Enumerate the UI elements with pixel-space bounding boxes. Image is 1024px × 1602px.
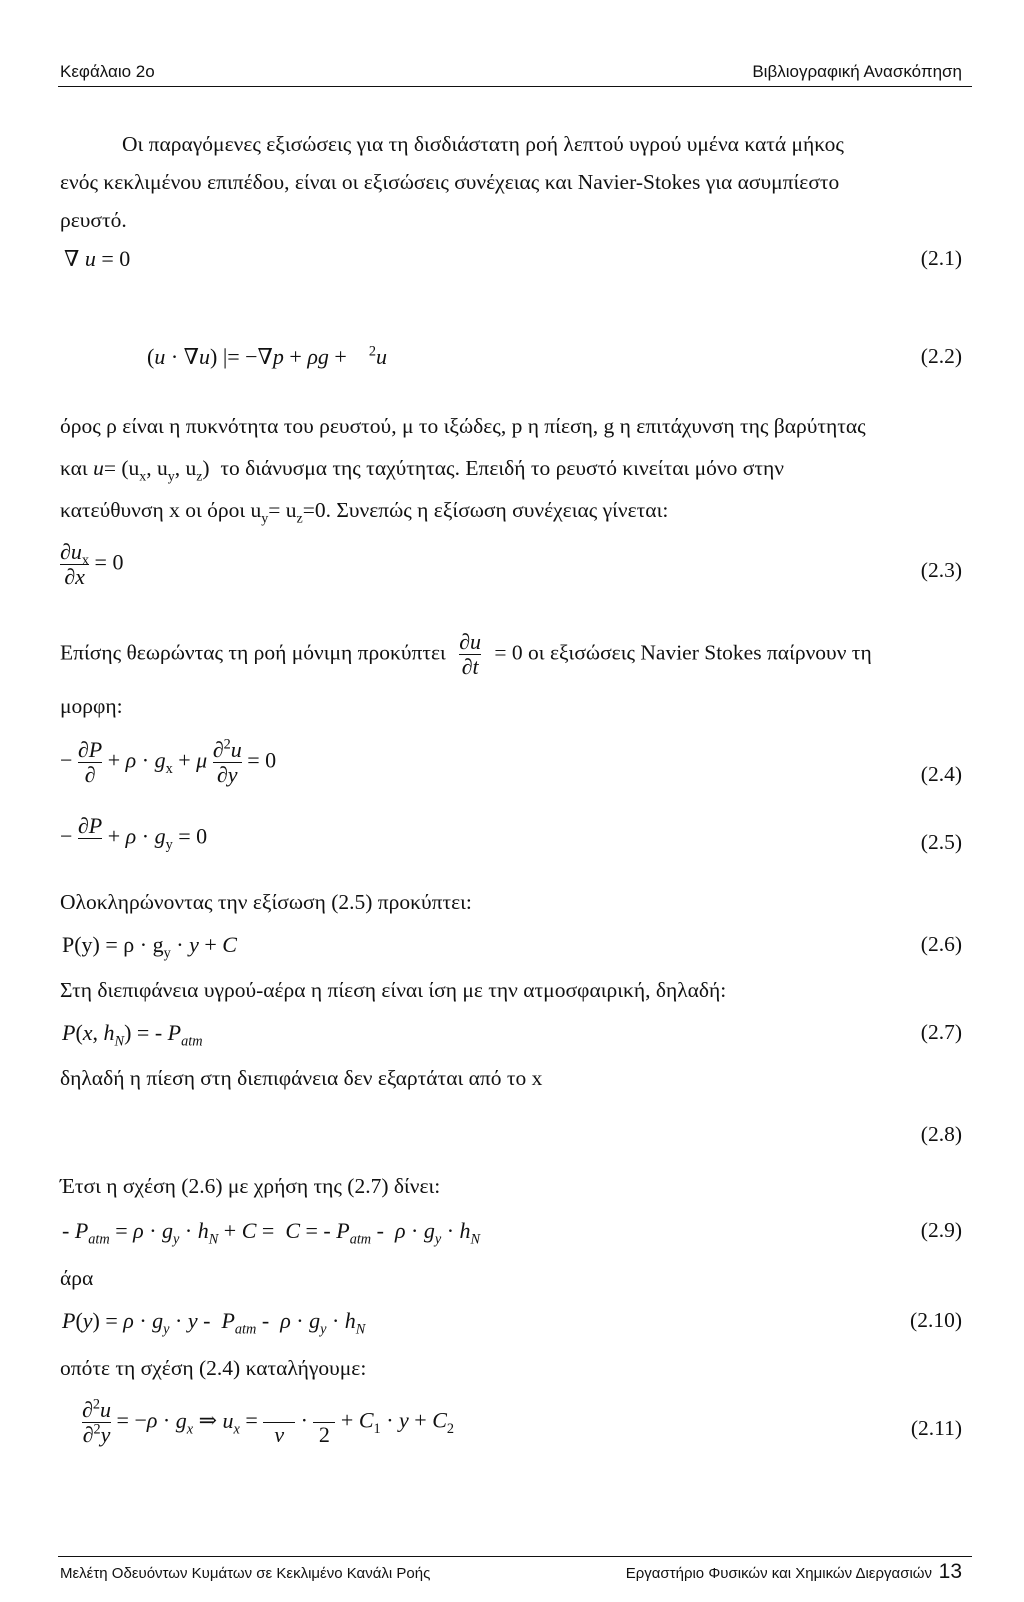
equation-2-1: ∇ u = 0 xyxy=(64,246,131,271)
intro-line-2: ενός κεκλιμένου επιπέδου, είναι οι εξισώσεις συνέχειας και Navier-Stokes για ασυμπίεστο xyxy=(60,170,840,194)
page-number: 13 xyxy=(938,1560,962,1583)
equation-2-2: (u · ∇u) |= −∇p + ρg + $^2$u xyxy=(147,343,387,369)
equation-number-2-1: (2.1) xyxy=(920,246,962,270)
equation-2-6: $P(y) = \rho \cdot g_y \cdot y + C$ xyxy=(62,932,237,962)
interface-line: Στη διεπιφάνεια υγρού-αέρα η πίεση είναι ίση με την ατμοσφαιρική, δηλαδή: xyxy=(60,978,727,1002)
footer-title: Μελέτη Οδευόντων Κυμάτων σε Κεκλιμένο Κανάλι Ροής xyxy=(60,1565,431,1582)
where-line-3-end: . Συνεπώς η εξίσωση συνέχειας γίνεται: xyxy=(325,498,669,522)
equation-number-2-7: (2.7) xyxy=(920,1020,962,1044)
equation-number-2-8: (2.8) xyxy=(920,1122,962,1146)
where-line-2-and: και xyxy=(60,456,88,480)
steady-flow-text-a: Επίσης θεωρώντας τη ροή μόνιμη προκύπτει xyxy=(60,640,446,665)
so-line: οπότε τη σχέση (2.4) καταλήγουμε: xyxy=(60,1356,367,1380)
footer-lab: Εργαστήριο Φυσικών και Χημικών Διεργασιών xyxy=(625,1565,932,1582)
header-chapter: Κεφάλαιο 2ο xyxy=(60,62,155,81)
where-line-2: και $u= (u_x$, $u_y$, $u_z$) το διάνυσμα της ταχύτητας. Επειδή το ρευστό κινείται μόνο στην xyxy=(60,456,784,485)
equation-2-10: $P(y) = \rho \cdot g_y \cdot y - P_{atm} - \rho \cdot g_y \cdot h_N$ xyxy=(62,1308,366,1338)
equation-number-2-2: (2.2) xyxy=(920,344,962,368)
equation-number-2-10: (2.10) xyxy=(910,1308,962,1332)
equation-number-2-11: (2.11) xyxy=(910,1416,962,1440)
equation-number-2-5: (2.5) xyxy=(920,830,962,854)
thus-line: Έτσι η σχέση (2.6) με χρήση της (2.7) δίνει: xyxy=(60,1174,441,1198)
equation-2-9: - $P_{atm} = \rho \cdot g_y \cdot h_N + C = C$ = - $P_{atm} - \rho \cdot g_y \cdot h_N$ xyxy=(62,1218,481,1248)
intro-line-3: ρευστό. xyxy=(60,208,127,232)
equation-2-4: − $\frac{\partial P}{\partial}$ + $\rho \cdot g_x + \mu$ $\frac{\partial^2u}{\partial y}$ = 0 xyxy=(60,736,277,787)
hence-line: άρα xyxy=(60,1266,94,1290)
footer-rule xyxy=(58,1556,972,1557)
where-line-2-vector: = (u xyxy=(103,456,140,480)
equation-2-7: P(x, $h_N$) = - $P_{atm}$ xyxy=(62,1020,203,1050)
header-rule xyxy=(58,86,972,87)
equation-number-2-3: (2.3) xyxy=(920,558,962,582)
equation-number-2-4: (2.4) xyxy=(920,762,962,786)
where-line-1: όρος ρ είναι η πυκνότητα του ρευστού, μ το ιξώδες, p η πίεση, g η επιτάχυνση της βαρύτητας xyxy=(60,414,866,438)
equation-2-11: $\frac{\partial^2u}{\partial^2y}$ = $-\rho \cdot g_x$ ⇒ $u_x$ = ν · 2 + $C_1 \cdot y + C_2$ xyxy=(82,1396,455,1447)
where-line-3: κατεύθυνση x οι όροι $u_y= u_z=0$. Συνεπώς η εξίσωση συνέχειας γίνεται: xyxy=(60,498,669,527)
equation-number-2-6: (2.6) xyxy=(920,932,962,956)
intro-line-1: Οι παραγόμενες εξισώσεις για τη δισδιάστατη ροή λεπτού υγρού υμένα κατά μήκος xyxy=(122,132,844,156)
equation-2-5: − ∂P + $\rho \cdot g_y = 0$ xyxy=(60,814,207,863)
steady-flow-line: Επίσης θεωρώντας τη ροή μόνιμη προκύπτει $\frac{\partial u}{\partial t}$ = 0 οι εξισώσεις Navier Stokes παίρνουν τη xyxy=(60,629,872,679)
form-label: μορφη: xyxy=(60,694,123,718)
equation-number-2-9: (2.9) xyxy=(920,1218,962,1242)
integrating-line: Ολοκληρώνοντας την εξίσωση (2.5) προκύπτει: xyxy=(60,890,472,914)
where-line-3-start: κατεύθυνση x οι όροι u xyxy=(60,498,262,522)
equation-2-3: $\frac{\partial u_x}{\partial x}$ = 0 xyxy=(60,539,124,589)
independent-line: δηλαδή η πίεση στη διεπιφάνεια δεν εξαρτάται από το x xyxy=(60,1066,543,1090)
where-line-2-rest: το διάνυσμα της ταχύτητας. Επειδή το ρευστό κινείται μόνο στην xyxy=(220,456,784,480)
header-section: Βιβλιογραφική Ανασκόπηση xyxy=(752,62,962,81)
steady-flow-text-b: = 0 οι εξισώσεις Navier Stokes παίρνουν τη xyxy=(494,640,872,665)
